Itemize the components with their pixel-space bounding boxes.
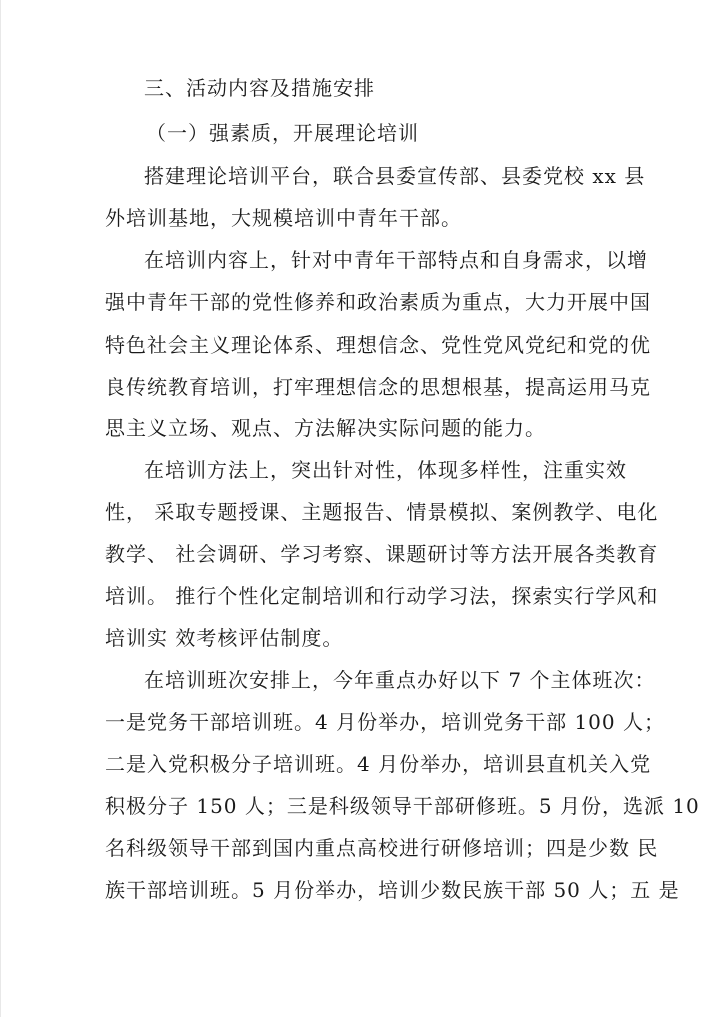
paragraph-line: 思主义立场、观点、方法解决实际问题的能力。 (105, 416, 546, 440)
subsection-heading: （一）强素质，开展理论培训 (146, 121, 419, 145)
paragraph-line: 性， 采取专题授课、主题报告、情景模拟、案例教学、电化 (105, 500, 659, 524)
paragraph-line: 在培训方法上，突出针对性，体现多样性，注重实效 (144, 458, 627, 482)
paragraph-line: 族干部培训班。5 月份举办，培训少数民族干部 50 人；五 是 (105, 878, 680, 902)
paragraph-line: 搭建理论培训平台，联合县委宣传部、县委党校 xx 县 (144, 164, 646, 188)
paragraph-line: 积极分子 150 人；三是科级领导干部研修班。5 月份，选派 10 (105, 794, 700, 818)
paragraph-line: 培训实 效考核评估制度。 (105, 626, 344, 650)
paragraph-line: 外培训基地，大规模培训中青年干部。 (105, 206, 462, 230)
paragraph-line: 特色社会主义理论体系、理想信念、党性党风党纪和党的优 (105, 333, 651, 357)
paragraph-line: 在培训内容上，针对中青年干部特点和自身需求，以增 (144, 248, 648, 272)
paragraph-line: 一是党务干部培训班。4 月份举办，培训党务干部 100 人； (105, 710, 665, 734)
section-heading: 三、活动内容及措施安排 (144, 76, 375, 100)
paragraph-line: 强中青年干部的党性修养和政治素质为重点，大力开展中国 (105, 290, 651, 314)
paragraph-line: 培训。 推行个性化定制培训和行动学习法，探索实行学风和 (105, 584, 659, 608)
paragraph-line: 在培训班次安排上，今年重点办好以下 7 个主体班次： (144, 668, 656, 692)
paragraph-line: 名科级领导干部到国内重点高校进行研修培训；四是少数 民 (105, 836, 659, 860)
paragraph-line: 良传统教育培训，打牢理想信念的思想根基，提高运用马克 (105, 375, 651, 399)
paragraph-line: 教学、 社会调研、学习考察、课题研讨等方法开展各类教育 (105, 542, 659, 566)
paragraph-line: 二是入党积极分子培训班。4 月份举办，培训县直机关入党 (105, 752, 652, 776)
